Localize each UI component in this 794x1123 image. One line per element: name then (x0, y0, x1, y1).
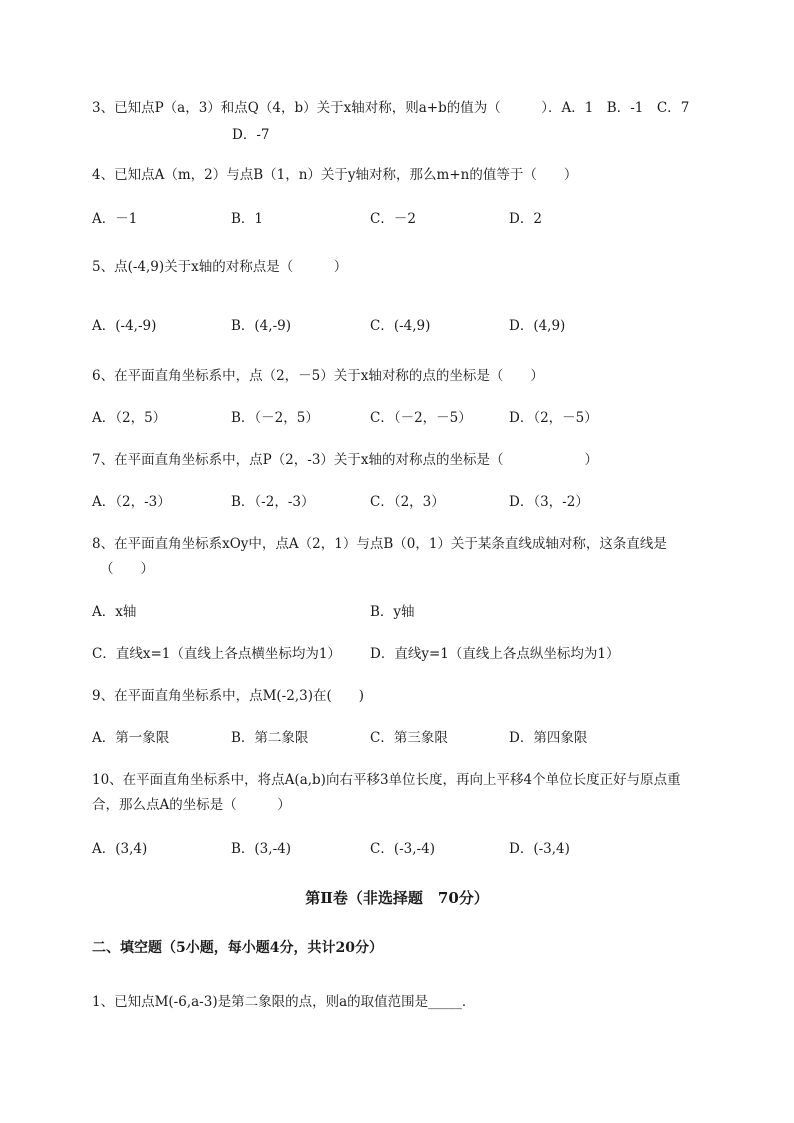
question-5-option-a: A．(-4,-9) (92, 318, 157, 334)
question-9-stem: 9、在平面直角坐标系中，点M(-2,3)在( ) (92, 688, 365, 704)
question-7-stem: 7、在平面直角坐标系中，点P（2，-3）关于x轴的对称点的坐标是（ ） (92, 452, 599, 468)
question-6-option-b: B．（－2，5） (231, 410, 319, 426)
question-10-stem-line1: 10、在平面直角坐标系中，将点A(a,b)向右平移3单位长度，再向上平移4个单位长度正好与原点重 (92, 772, 681, 788)
question-5-option-d: D．(4,9) (509, 318, 566, 334)
question-10-option-b: B．(3,-4) (231, 841, 291, 857)
fill-question-1: 1、已知点M(-6,a-3)是第二象限的点，则a的取值范围是_____． (92, 994, 476, 1010)
question-8-stem-line1: 8、在平面直角坐标系xOy中，点A（2，1）与点B（0，1）关于某条直线成轴对称，这条直线是 (92, 536, 667, 552)
question-9-option-a: A．第一象限 (92, 730, 170, 746)
question-7-option-c: C．（2，3） (370, 494, 445, 510)
question-8-option-a: A．x轴 (92, 604, 137, 620)
question-5-option-c: C．(-4,9) (370, 318, 431, 334)
question-7-option-a: A．（2，-3） (92, 494, 171, 510)
question-4-option-d: D．2 (509, 211, 542, 227)
question-4-option-b: B．1 (231, 211, 264, 227)
question-6-option-a: A．（2，5） (92, 410, 167, 426)
question-6-stem: 6、在平面直角坐标系中，点（2，－5）关于x轴对称的点的坐标是（ ） (92, 368, 544, 384)
question-6-option-d: D．（2，－5） (509, 410, 598, 426)
question-9-option-d: D．第四象限 (509, 730, 588, 746)
question-8-stem-line2: （ ） (100, 561, 154, 577)
part-2-title: 第Ⅱ卷（非选择题 70分） (305, 889, 489, 907)
section-fill-in-blank-heading: 二、填空题（5小题，每小题4分，共计20分） (92, 940, 383, 956)
question-4-option-a: A．－1 (92, 211, 138, 227)
question-10-option-d: D．(-3,4) (509, 841, 570, 857)
question-3-stem: 3、已知点P（a，3）和点Q（4，b）关于x轴对称，则a+b的值为（ ）．A．1 B．-1 C．7 (92, 100, 690, 116)
question-7-option-d: D．（3，-2） (509, 494, 589, 510)
question-10-option-a: A．(3,4) (92, 841, 148, 857)
question-7-option-b: B．（-2，-3） (231, 494, 315, 510)
question-5-option-b: B．(4,-9) (231, 318, 291, 334)
question-10-stem-line2: 合，那么点A的坐标是（ ） (92, 797, 291, 813)
question-5-stem: 5、点(-4,9)关于x轴的对称点是（ ） (92, 259, 348, 275)
question-8-option-b: B．y轴 (370, 604, 415, 620)
question-8-option-c: C．直线x=1（直线上各点横坐标均为1） (92, 646, 341, 662)
question-10-option-c: C．(-3,-4) (370, 841, 435, 857)
question-9-option-c: C．第三象限 (370, 730, 448, 746)
question-4-option-c: C．－2 (370, 211, 416, 227)
question-6-option-c: C．（－2，－5） (370, 410, 472, 426)
question-3-option-d: D．-7 (232, 127, 270, 143)
question-4-stem: 4、已知点A（m，2）与点B（1，n）关于y轴对称，那么m+n的值等于（ ） (92, 167, 578, 183)
question-8-option-d: D．直线y=1（直线上各点纵坐标均为1） (370, 646, 620, 662)
question-9-option-b: B．第二象限 (231, 730, 309, 746)
